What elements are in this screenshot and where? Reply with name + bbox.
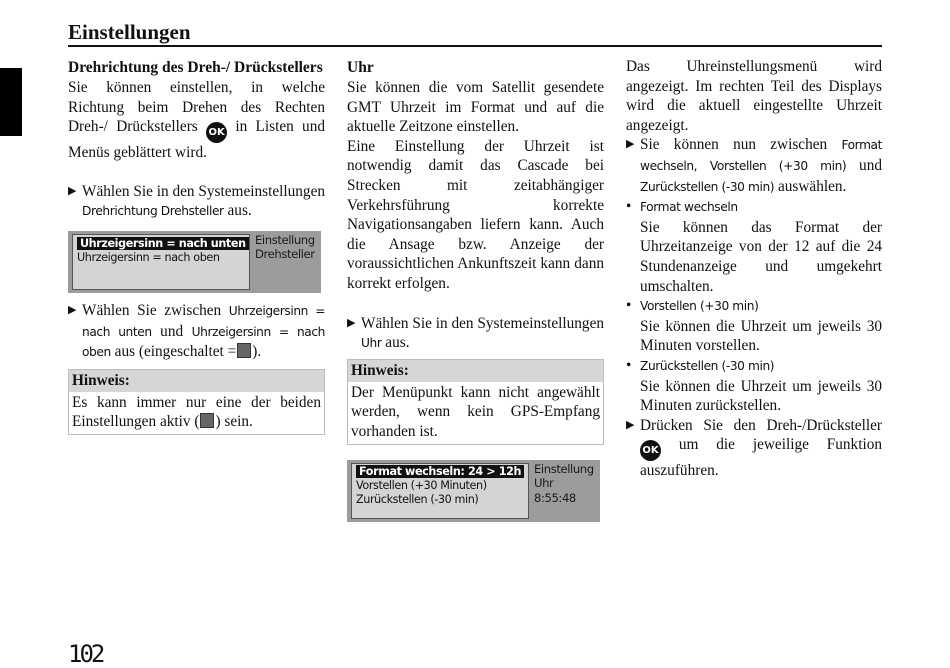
- display-side-line: Einstellung: [534, 461, 594, 476]
- display-clock-time: 8:55:48: [534, 490, 576, 505]
- page-title: Einstellungen: [68, 20, 882, 47]
- step-text: Wählen Sie zwischen: [82, 301, 222, 319]
- page-number: 102: [68, 640, 103, 668]
- bullet-description: Sie können die Uhrzeit um jeweils 30 Minuten zurückstellen.: [640, 377, 882, 415]
- instruction-step: [626, 416, 882, 481]
- display-menu-panel: [351, 463, 529, 519]
- section-heading-uhr: Uhr: [347, 59, 374, 76]
- bullet-label: Zurückstellen (-30 min): [640, 358, 775, 373]
- bullet-dot-icon: •: [626, 356, 632, 374]
- bullet-item: [626, 197, 882, 218]
- chapter-tab-marker: [0, 68, 22, 136]
- bullet-item: [626, 356, 882, 377]
- arrow-right-icon: ▶: [347, 316, 356, 329]
- section-heading-drehrichtung: Drehrichtung des Dreh-/ Drückstellers: [68, 59, 323, 76]
- menu-item-reference: Uhrzeigersinn = nach oben: [82, 324, 325, 360]
- ok-button-icon: OK: [640, 440, 661, 461]
- menu-item-reference: Vorstellen (+30 min): [709, 158, 847, 173]
- display-side-line: Drehsteller: [255, 247, 315, 262]
- display-row: Uhrzeigersinn = nach oben: [77, 250, 220, 264]
- column-uhr-details: [626, 57, 882, 481]
- checkbox-checked-icon: [200, 413, 214, 428]
- note-heading: Hinweis:: [69, 370, 324, 392]
- note-box: [347, 359, 604, 445]
- display-screenshot: [347, 460, 600, 522]
- bullet-item: [626, 296, 882, 317]
- display-selected-row: Uhrzeigersinn = nach unten: [77, 237, 249, 250]
- step-text: und: [859, 156, 882, 174]
- note-body: [69, 392, 324, 434]
- display-menu-panel: [72, 234, 250, 290]
- note-heading: Hinweis:: [348, 360, 603, 382]
- note-body: Der Menüpunkt kann nicht angewählt werden, wenn kein GPS-Empfang vorhanden ist.: [351, 383, 600, 440]
- display-row: Vorstellen (+30 Minuten): [356, 478, 487, 492]
- column-uhr: [347, 57, 604, 522]
- step-text-end: ).: [252, 343, 262, 361]
- menu-item-reference: Format wechseln,: [640, 138, 882, 173]
- bullet-description: Sie können das Format der Uhrzeitanzeige von der 12 auf die 24 Stundenanzeige und umgekehrt umschalten.: [640, 218, 882, 295]
- checkbox-checked-icon: [237, 343, 251, 358]
- bullet-dot-icon: •: [626, 198, 632, 216]
- arrow-right-icon: ▶: [68, 303, 77, 316]
- display-side-info: [534, 462, 594, 506]
- display-screenshot: [68, 231, 321, 293]
- instruction-step: [68, 182, 325, 222]
- bullet-label: Vorstellen (+30 min): [640, 299, 759, 314]
- bullet-description: Sie können die Uhrzeit um jeweils 30 Minuten vorstellen.: [640, 317, 882, 355]
- ok-button-icon: OK: [206, 122, 227, 143]
- menu-item-reference: Uhr: [361, 336, 382, 351]
- step-text: Sie können nun zwischen: [640, 136, 828, 154]
- step-text-end: um die jeweilige Funktion auszuführen.: [640, 436, 882, 480]
- instruction-step: [347, 314, 604, 354]
- bullet-label: Format wechseln: [640, 200, 738, 215]
- note-text: Es kann immer nur eine der beiden Einstellungen aktiv (: [72, 393, 321, 431]
- menu-item-reference: Drehrichtung Drehsteller: [82, 204, 224, 219]
- intro-text-a: Sie können einstellen, in welche Richtung beim Drehen des Rechten Dreh-/ Drückstellers: [68, 79, 325, 136]
- menu-item-reference: Zurückstellen (-30 min): [640, 179, 775, 194]
- paragraph: Eine Einstellung der Uhrzeit ist notwendig damit das Cascade bei Strecken mit zeitabhängiger Verkehrsführung korrekte Navigationsangaben liefern kann. Auch die Ansage bzw. Anzeige der voraussichtlichen Ankunftszeit kann dann korrekt erfolgen.: [347, 137, 604, 292]
- instruction-step: [68, 301, 325, 363]
- step-text-end: auswählen.: [777, 177, 847, 195]
- step-text-end: aus.: [227, 202, 252, 220]
- display-row: Zurückstellen (-30 min): [356, 492, 479, 506]
- note-box: [68, 369, 325, 435]
- step-text: und: [160, 322, 184, 340]
- column-drehrichtung: [68, 57, 325, 435]
- note-text-end: ) sein.: [215, 413, 253, 431]
- arrow-right-icon: ▶: [68, 184, 77, 197]
- display-side-line: Einstellung: [255, 232, 315, 247]
- instruction-step: [626, 135, 882, 197]
- step-text: aus (eingeschaltet =: [114, 343, 237, 361]
- step-text: Wählen Sie in den Systemeinstellungen: [361, 314, 605, 332]
- intro-paragraph: [68, 78, 325, 163]
- arrow-right-icon: ▶: [626, 138, 635, 151]
- arrow-right-icon: ▶: [626, 418, 635, 431]
- display-selected-row: Format wechseln: 24 > 12h: [356, 465, 524, 478]
- display-side-info: [255, 233, 315, 262]
- step-text: Drücken Sie den Dreh-/Drücksteller: [640, 416, 882, 434]
- paragraph: Das Uhreinstellungsmenü wird angezeigt. Im rechten Teil des Displays wird die aktuell eingestellte Uhrzeit angezeigt.: [626, 58, 882, 134]
- intro-text-b: in Listen und Menüs geblättert wird.: [68, 118, 326, 162]
- step-text: Wählen Sie in den Systemeinstellungen: [82, 182, 326, 200]
- menu-item-reference: Uhrzeigersinn = nach unten: [82, 303, 326, 339]
- display-side-line: Uhr: [534, 476, 554, 490]
- step-text-end: aus.: [385, 334, 410, 352]
- bullet-dot-icon: •: [626, 297, 632, 315]
- paragraph: Sie können die vom Satellit gesendete GMT Uhrzeit im Format und auf die aktuelle Zeitzone einstellen.: [347, 79, 604, 136]
